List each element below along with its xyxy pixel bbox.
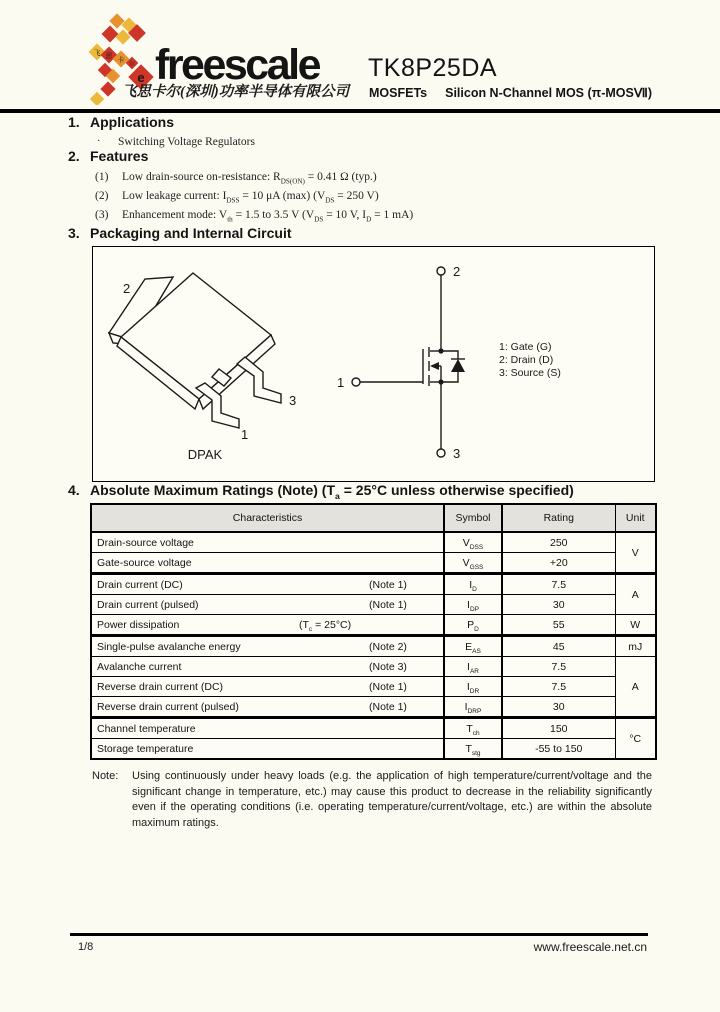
- packaging-diagram-box: [92, 246, 655, 482]
- website-url: www.freescale.net.cn: [533, 940, 647, 954]
- symbol-cell: $E_{AS}$: [444, 636, 502, 657]
- packaging-diagram: [93, 247, 654, 481]
- characteristic-cell: Channel temperature: [91, 718, 444, 739]
- table-row: [91, 739, 656, 760]
- header-divider: [0, 109, 720, 113]
- page-number: 1/8: [78, 941, 94, 953]
- package-name-label: DPAK: [187, 447, 223, 462]
- rating-cell: 7.5: [502, 574, 615, 595]
- table-header: [91, 504, 656, 532]
- feature-item: (2) Low leakage current: $I_{DSS} = 10$ μA (max) ($V_{DS} = 250$ V): [95, 190, 379, 205]
- characteristic-cell: Reverse drain current (pulsed) (Note 1): [91, 697, 444, 718]
- unit-cell: A: [615, 574, 656, 615]
- condition-note: $(T_c = 25^\circ C)$: [299, 618, 352, 633]
- package-pin-1-label: 1: [241, 427, 249, 442]
- table-row: [91, 615, 656, 636]
- condition-note: (Note 1): [369, 598, 407, 611]
- symbol-cell: $I_{DRP}$: [444, 697, 502, 718]
- column-header: Unit: [615, 504, 656, 532]
- column-header: Rating: [502, 504, 615, 532]
- logo-glyph: 思: [105, 53, 113, 60]
- document-body: [0, 114, 720, 831]
- table-row: [91, 677, 656, 697]
- condition-note: (Note 1): [369, 700, 407, 713]
- package-pin-3-label: 3: [289, 393, 297, 408]
- pin-legend-drain: 2: Drain (D): [499, 354, 554, 366]
- rating-cell: 55: [502, 615, 615, 636]
- characteristic-cell: Avalanche current (Note 3): [91, 657, 444, 677]
- rating-cell: 30: [502, 595, 615, 615]
- symbol-cell: $T_{stg}$: [444, 739, 502, 760]
- symbol-cell: $I_{DR}$: [444, 677, 502, 697]
- device-description: Silicon N-Channel MOS (π-MOSⅦ): [445, 86, 653, 100]
- header: [0, 0, 720, 110]
- characteristic-cell: Gate-source voltage: [91, 553, 444, 574]
- column-header: Characteristics: [91, 504, 444, 532]
- circuit-terminal-2-label: 2: [453, 264, 461, 279]
- unit-cell: V: [615, 532, 656, 574]
- application-item: · Switching Voltage Regulators: [97, 136, 255, 148]
- device-subtitle: [369, 85, 652, 100]
- feature-item: (3) Enhancement mode: $V_{th} = 1.5$ to 3.5 V ($V_{DS} = 10$ V, $I_D = 1$ mA): [95, 209, 414, 224]
- dpak-package-drawing: [109, 273, 296, 462]
- characteristic-cell: Reverse drain current (DC) (Note 1): [91, 677, 444, 697]
- symbol-cell: $T_{ch}$: [444, 718, 502, 739]
- table-row: [91, 574, 656, 595]
- note-text: Using continuously under heavy loads (e.g. the application of high temperature/current/voltage and the significant change in temperature, etc.) may cause this product to decrease in the reliability significantly even if the operating conditions (i.e. operating temperature/current/voltage, etc.) are within the absolute maximum ratings.: [132, 770, 652, 829]
- condition-note: (Note 1): [369, 680, 407, 693]
- symbol-cell: $I_{AR}$: [444, 657, 502, 677]
- table-row: [91, 595, 656, 615]
- table-body: [91, 532, 656, 759]
- condition-note: (Note 3): [369, 660, 407, 673]
- characteristic-cell: Drain current (pulsed) (Note 1): [91, 595, 444, 615]
- section-ratings-heading: 4. Absolute Maximum Ratings (Note) ($T_a = 25^\circ C$ unless otherwise specified): [68, 482, 574, 501]
- unit-cell: mJ: [615, 636, 656, 657]
- rating-cell: 250: [502, 532, 615, 553]
- rating-cell: 45: [502, 636, 615, 657]
- characteristic-cell: Drain-source voltage: [91, 532, 444, 553]
- features-list: [0, 168, 720, 225]
- rating-cell: +20: [502, 553, 615, 574]
- unit-cell: A: [615, 657, 656, 718]
- applications-list: [0, 136, 720, 148]
- rating-cell: 7.5: [502, 657, 615, 677]
- logo-glyph: 尔: [128, 62, 136, 68]
- package-pin-2-label: 2: [123, 281, 131, 296]
- rating-cell: 150: [502, 718, 615, 739]
- device-category: MOSFETs: [369, 86, 428, 100]
- company-name-chinese: 飞思卡尔(深圳)功率半导体有限公司: [122, 84, 350, 100]
- column-header: Symbol: [444, 504, 502, 532]
- symbol-cell: $I_{DP}$: [444, 595, 502, 615]
- footer-divider: [70, 933, 648, 936]
- table-row: [91, 553, 656, 574]
- section-applications-heading: 1. Applications: [68, 114, 175, 130]
- bullet-icon: ·: [97, 136, 101, 147]
- rating-cell: 7.5: [502, 677, 615, 697]
- circuit-terminal-1-label: 1: [337, 375, 345, 390]
- rating-cell: -55 to 150: [502, 739, 615, 760]
- note-label: Note:: [92, 770, 119, 782]
- characteristic-cell: Storage temperature: [91, 739, 444, 760]
- section-packaging-heading: 3. Packaging and Internal Circuit: [68, 225, 292, 241]
- condition-note: (Note 2): [369, 640, 407, 653]
- absolute-maximum-ratings-table: [90, 503, 657, 760]
- rating-cell: 30: [502, 697, 615, 718]
- section-features-heading: 2. Features: [68, 148, 149, 164]
- feature-item: (1) Low drain-source on-resistance: $R_{DS(ON)} = 0.41$ Ω (typ.): [95, 171, 377, 186]
- symbol-cell: $V_{DSS}$: [444, 532, 502, 553]
- table-row: [91, 532, 656, 553]
- symbol-cell: $I_D$: [444, 574, 502, 595]
- mosfet-circuit-symbol: [337, 264, 561, 461]
- characteristic-cell: Power dissipation $(T_c = 25^\circ C)$: [91, 615, 444, 636]
- pin-legend-source: 3: Source (S): [499, 367, 561, 379]
- brand-wordmark: freescale: [155, 41, 319, 89]
- unit-cell: W: [615, 615, 656, 636]
- unit-cell: °C: [615, 718, 656, 760]
- logo-glyph: 卡: [117, 57, 125, 64]
- table-row: [91, 697, 656, 718]
- condition-note: (Note 1): [369, 578, 407, 591]
- characteristic-cell: Single-pulse avalanche energy (Note 2): [91, 636, 444, 657]
- logo-glyph: 飞: [93, 50, 101, 57]
- pin-legend-gate: 1: Gate (G): [499, 341, 552, 353]
- table-row: [91, 657, 656, 677]
- table-row: [91, 636, 656, 657]
- ratings-note: [92, 769, 652, 831]
- symbol-cell: $V_{GSS}$: [444, 553, 502, 574]
- ratings-title: Absolute Maximum Ratings (Note) ($T_a = 25^\circ C$ unless otherwise specified): [90, 482, 574, 501]
- symbol-cell: $P_D$: [444, 615, 502, 636]
- characteristic-cell: Drain current (DC) (Note 1): [91, 574, 444, 595]
- table-row: [91, 718, 656, 739]
- part-number: TK8P25DA: [368, 54, 498, 82]
- logo-glyph-e: e: [137, 70, 145, 85]
- circuit-terminal-3-label: 3: [453, 446, 461, 461]
